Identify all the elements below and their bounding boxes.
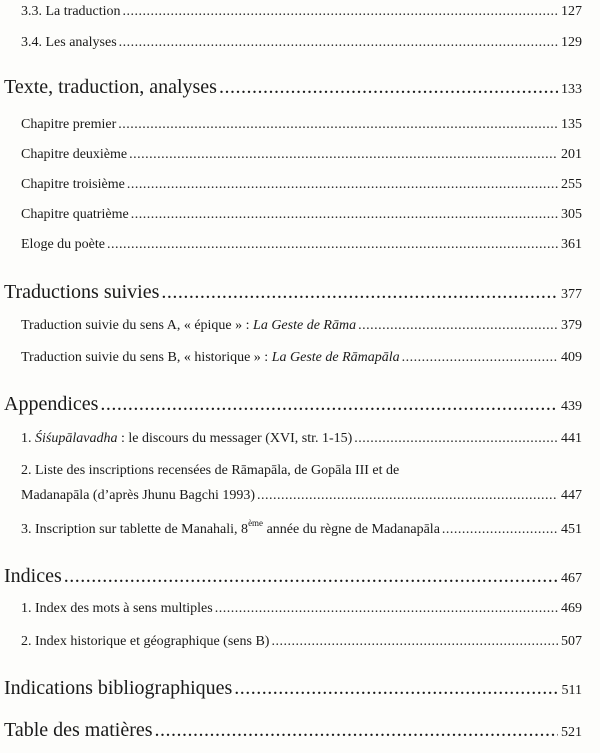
toc-entry-title: Chapitre premier xyxy=(21,117,117,132)
toc-section-page: 511 xyxy=(561,683,582,698)
dot-leader xyxy=(131,207,558,223)
toc-section-page: 467 xyxy=(561,571,582,586)
toc-section xyxy=(0,393,600,416)
dot-leader xyxy=(161,281,558,304)
toc-section xyxy=(0,76,600,99)
toc-entry-page: 361 xyxy=(561,237,582,252)
toc-entry-title: 3. Inscription sur tablette de Manahali, 8ème année du règne de Madanapāla xyxy=(21,518,440,537)
toc-entry-page: 201 xyxy=(561,147,582,162)
dot-leader xyxy=(129,147,558,163)
toc-entry-page: 441 xyxy=(561,431,582,446)
toc-entry-page: 469 xyxy=(561,601,582,616)
toc-entry xyxy=(0,431,600,447)
toc-entry-page: 379 xyxy=(561,318,582,333)
dot-leader xyxy=(119,35,558,51)
toc-entry xyxy=(0,601,600,617)
toc-section-page: 439 xyxy=(561,399,582,414)
dot-leader xyxy=(107,237,558,253)
toc-entry-title: Chapitre quatrième xyxy=(21,207,129,222)
toc-section-title: Traductions suivies xyxy=(4,281,160,303)
dot-leader xyxy=(257,488,558,504)
dot-leader xyxy=(118,117,558,133)
toc-entry-page: 127 xyxy=(561,4,582,19)
dot-leader xyxy=(354,431,558,447)
toc-entry xyxy=(0,177,600,193)
dot-leader xyxy=(402,350,558,366)
toc-entry xyxy=(0,35,600,51)
toc-entry xyxy=(0,4,600,20)
dot-leader xyxy=(442,522,558,538)
toc-entry-title: 1. Śiśupālavadha : le discours du messager (XVI, str. 1-15) xyxy=(21,431,353,446)
dot-leader xyxy=(100,393,558,416)
toc-entry-title: 3.3. La traduction xyxy=(21,4,121,19)
toc-entry xyxy=(0,237,600,253)
toc-entry xyxy=(0,634,600,650)
dot-leader xyxy=(358,318,558,334)
toc-section xyxy=(0,281,600,304)
toc-section-title: Indices xyxy=(4,565,62,587)
toc-entry-title: Madanapāla (d’après Jhunu Bagchi 1993) xyxy=(21,488,256,503)
toc-entry-page: 255 xyxy=(561,177,582,192)
toc-entry xyxy=(0,207,600,223)
dot-leader xyxy=(215,601,558,617)
toc-entry-title: Chapitre troisième xyxy=(21,177,125,192)
toc-entry xyxy=(0,518,600,538)
toc-entry-page: 507 xyxy=(561,634,582,649)
toc-entry-title: 1. Index des mots à sens multiples xyxy=(21,601,213,616)
toc-entry-title: 3.4. Les analyses xyxy=(21,35,117,50)
toc-entry-page: 447 xyxy=(561,488,582,503)
dot-leader xyxy=(64,565,558,588)
toc-entry-title: Eloge du poète xyxy=(21,237,105,252)
dot-leader xyxy=(219,76,558,99)
toc-entry-page: 305 xyxy=(561,207,582,222)
toc-section-title: Appendices xyxy=(4,393,99,415)
toc-entry-page: 135 xyxy=(561,117,582,132)
toc-entry xyxy=(0,318,600,334)
dot-leader xyxy=(123,4,558,20)
toc-entry-title: Chapitre deuxième xyxy=(21,147,128,162)
toc-entry-title: Traduction suivie du sens B, « historique » : La Geste de Rāmapāla xyxy=(21,350,400,365)
toc-entry xyxy=(0,488,600,504)
toc-entry-title: 2. Index historique et géographique (sens B) xyxy=(21,634,270,649)
toc-section-page: 377 xyxy=(561,287,582,302)
toc-entry-page: 409 xyxy=(561,350,582,365)
toc-entry-page: 129 xyxy=(561,35,582,50)
toc-entry xyxy=(0,147,600,163)
toc-entry-title: Traduction suivie du sens A, « épique » : La Geste de Rāma xyxy=(21,318,357,333)
dot-leader xyxy=(271,634,558,650)
dot-leader xyxy=(155,719,558,742)
toc-section-page: 133 xyxy=(561,82,582,97)
toc-section-title: Table des matières xyxy=(4,719,153,741)
toc-entry-page: 451 xyxy=(561,522,582,537)
toc-section-title: Texte, traduction, analyses xyxy=(4,76,217,98)
toc-section xyxy=(0,565,600,588)
dot-leader xyxy=(234,677,558,700)
toc-entry-title-line1: 2. Liste des inscriptions recensées de Rāmapāla, de Gopāla III et de xyxy=(21,463,400,478)
toc-entry xyxy=(0,117,600,133)
toc-section xyxy=(0,677,600,700)
toc-section-page: 521 xyxy=(561,725,582,740)
toc-section-title: Indications bibliographiques xyxy=(4,677,233,699)
dot-leader xyxy=(127,177,558,193)
toc-entry xyxy=(0,350,600,366)
toc-section xyxy=(0,719,600,742)
